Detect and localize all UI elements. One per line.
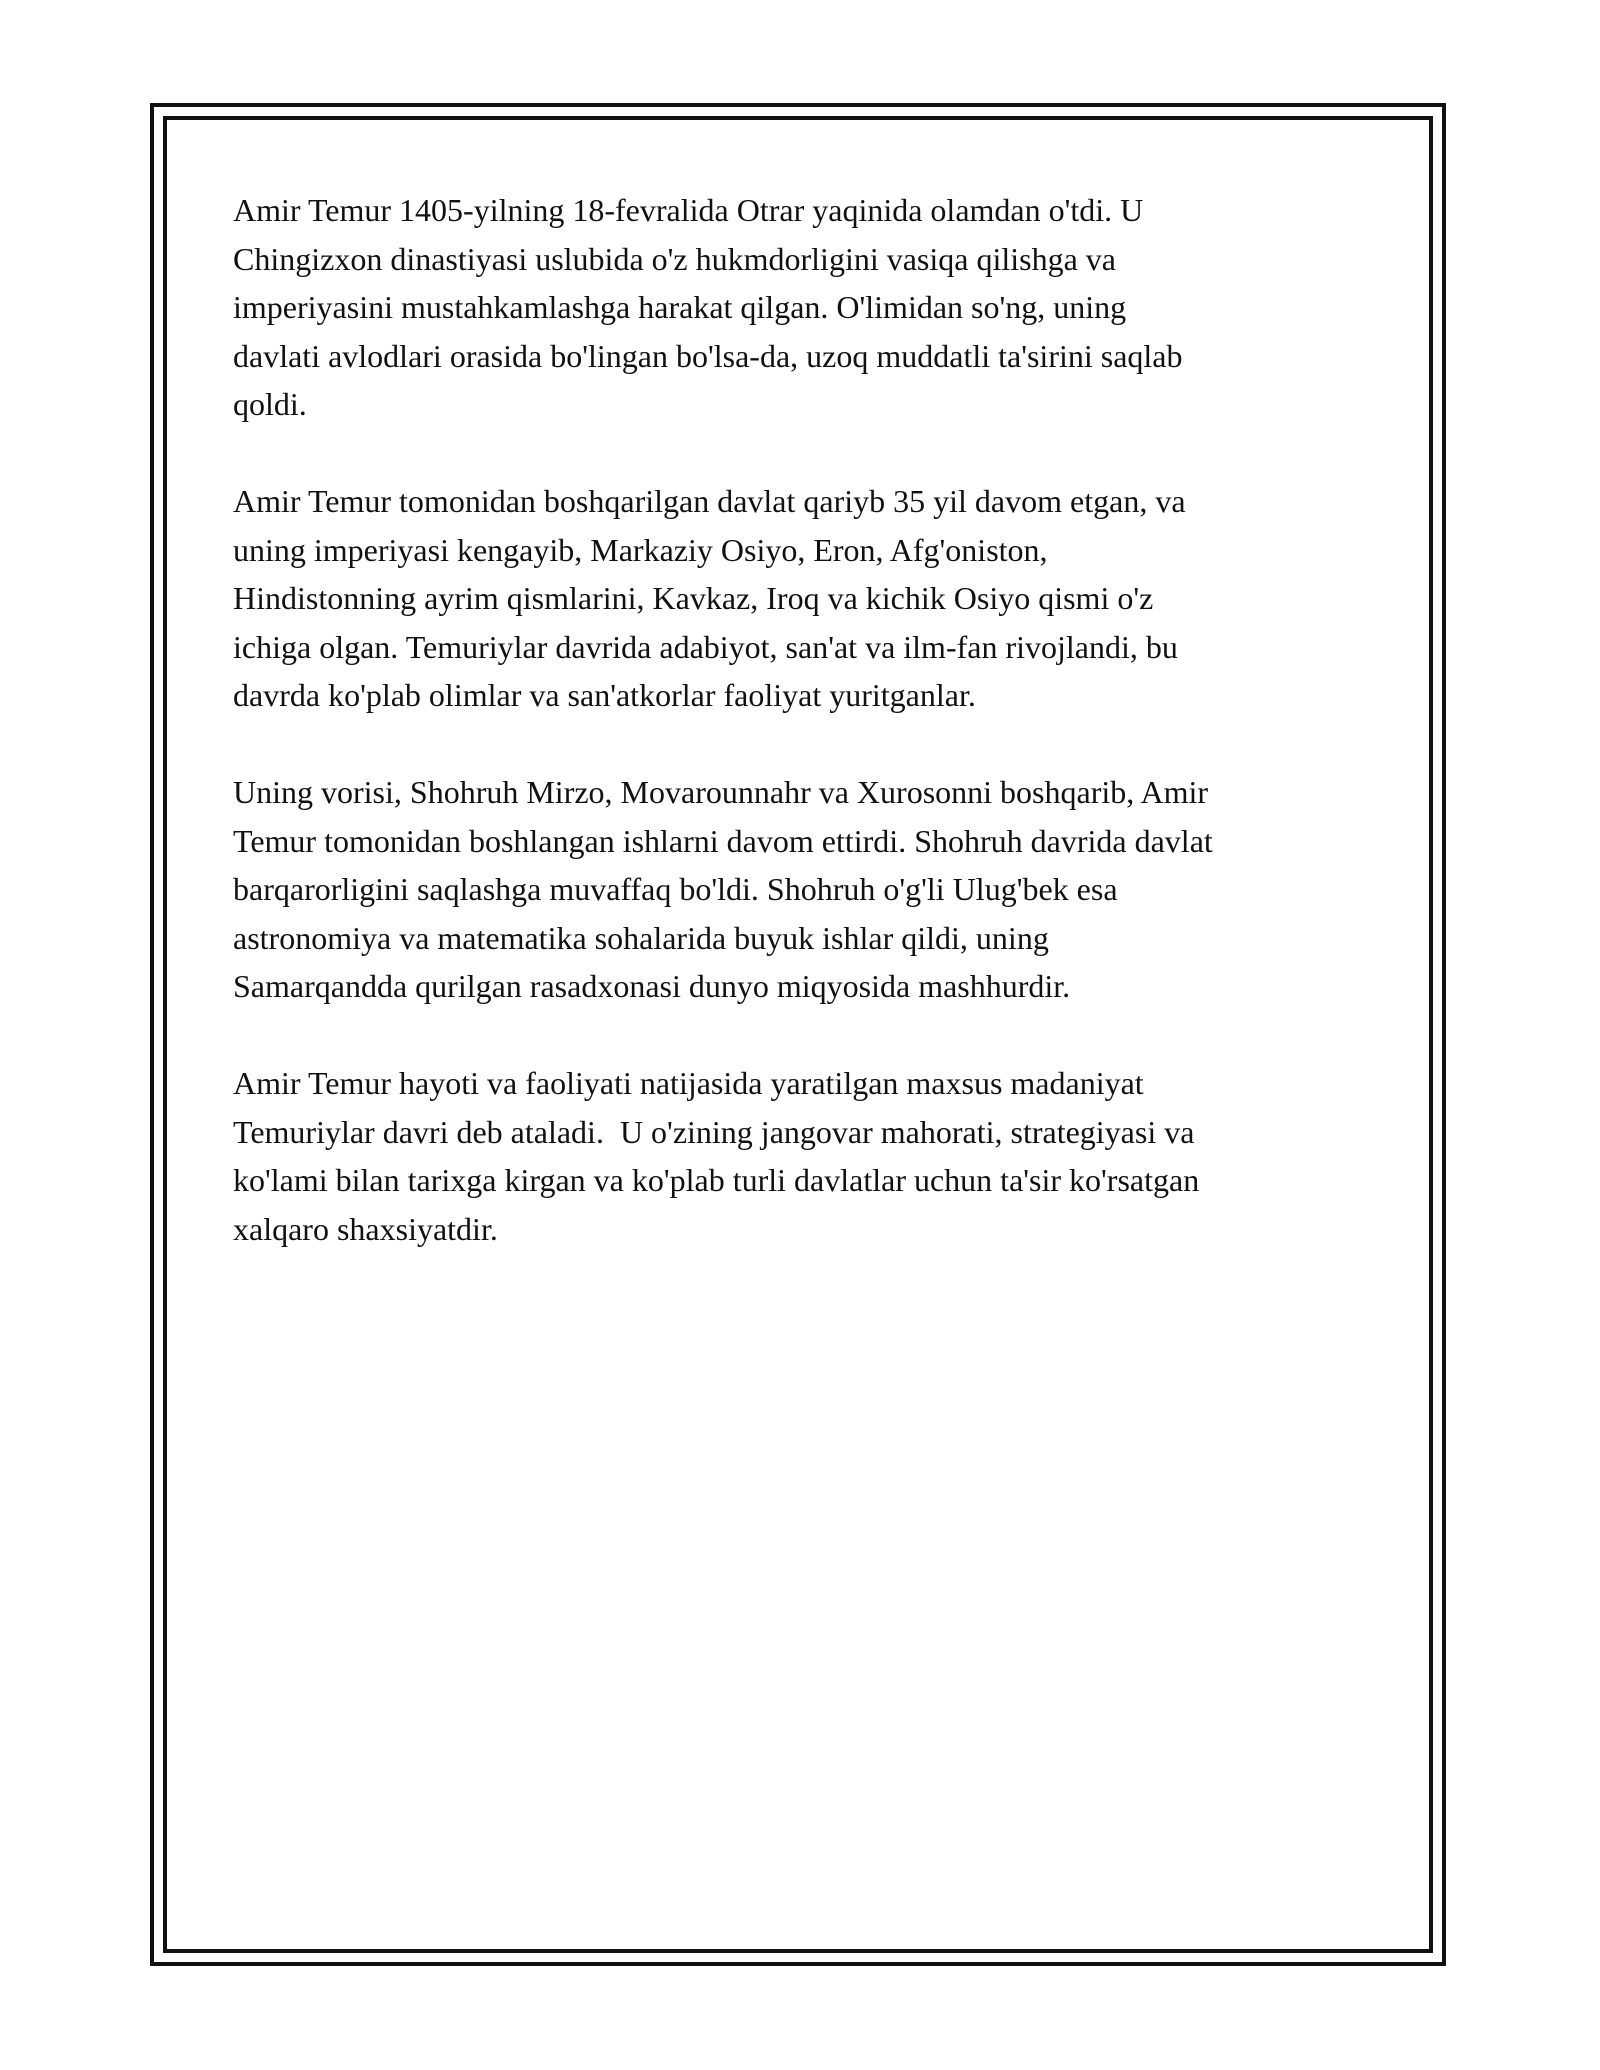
paragraph-line: Uning vorisi, Shohruh Mirzo, Movarounnahr va Xurosonni boshqarib, Amir — [233, 774, 1209, 810]
paragraph-line: Hindistonning ayrim qismlarini, Kavkaz, Iroq va kichik Osiyo qismi o'z — [233, 580, 1154, 616]
paragraph-line: ichiga olgan. Temuriylar davrida adabiyot, san'at va ilm-fan rivojlandi, bu — [233, 628, 1178, 665]
paragraph-line: Temuriylar davri deb ataladi. U o'zining jangovar mahorati, strategiyasi va — [233, 1113, 1195, 1150]
paragraph-line: Temur tomonidan boshlangan ishlarni davom ettirdi. Shohruh davrida davlat — [233, 822, 1213, 859]
paragraph-line: barqarorligini saqlashga muvaffaq bo'ldi. Shohruh o'g'li Ulug'bek esa — [233, 871, 1118, 907]
paragraph-4 — [233, 1059, 1393, 1253]
paragraph-1 — [233, 186, 1393, 429]
paragraph-line: xalqaro shaxsiyatdir. — [233, 1210, 498, 1247]
paragraph-line: davrda ko'plab olimlar va san'atkorlar faoliyat yuritganlar. — [233, 677, 976, 713]
paragraph-line: Amir Temur hayoti va faoliyati natijasida yaratilgan maxsus madaniyat — [233, 1065, 1144, 1101]
paragraph-3 — [233, 768, 1393, 1011]
paragraph-line: Amir Temur 1405-yilning 18-fevralida Otrar yaqinida olamdan o'tdi. U — [233, 192, 1144, 228]
document-body — [233, 186, 1393, 1302]
paragraph-2 — [233, 477, 1393, 720]
paragraph-line: Samarqandda qurilgan rasadxonasi dunyo miqyosida mashhurdir. — [233, 968, 1071, 1004]
paragraph-line: qoldi. — [233, 386, 307, 422]
paragraph-line: davlati avlodlari orasida bo'lingan bo'lsa-da, uzoq muddatli ta'sirini saqlab — [233, 337, 1183, 374]
paragraph-line: Amir Temur tomonidan boshqarilgan davlat qariyb 35 yil davom etgan, va — [233, 483, 1186, 519]
paragraph-line: ko'lami bilan tarixga kirgan va ko'plab turli davlatlar uchun ta'sir ko'rsatgan — [233, 1162, 1200, 1198]
paragraph-line: astronomiya va matematika sohalarida buyuk ishlar qildi, uning — [233, 919, 1049, 956]
paragraph-line: imperiyasini mustahkamlashga harakat qilgan. O'limidan so'ng, uning — [233, 289, 1127, 325]
paragraph-line: uning imperiyasi kengayib, Markaziy Osiyo, Eron, Afg'oniston, — [233, 531, 1048, 568]
paragraph-line: Chingizxon dinastiyasi uslubida o'z hukmdorligini vasiqa qilishga va — [233, 240, 1116, 277]
